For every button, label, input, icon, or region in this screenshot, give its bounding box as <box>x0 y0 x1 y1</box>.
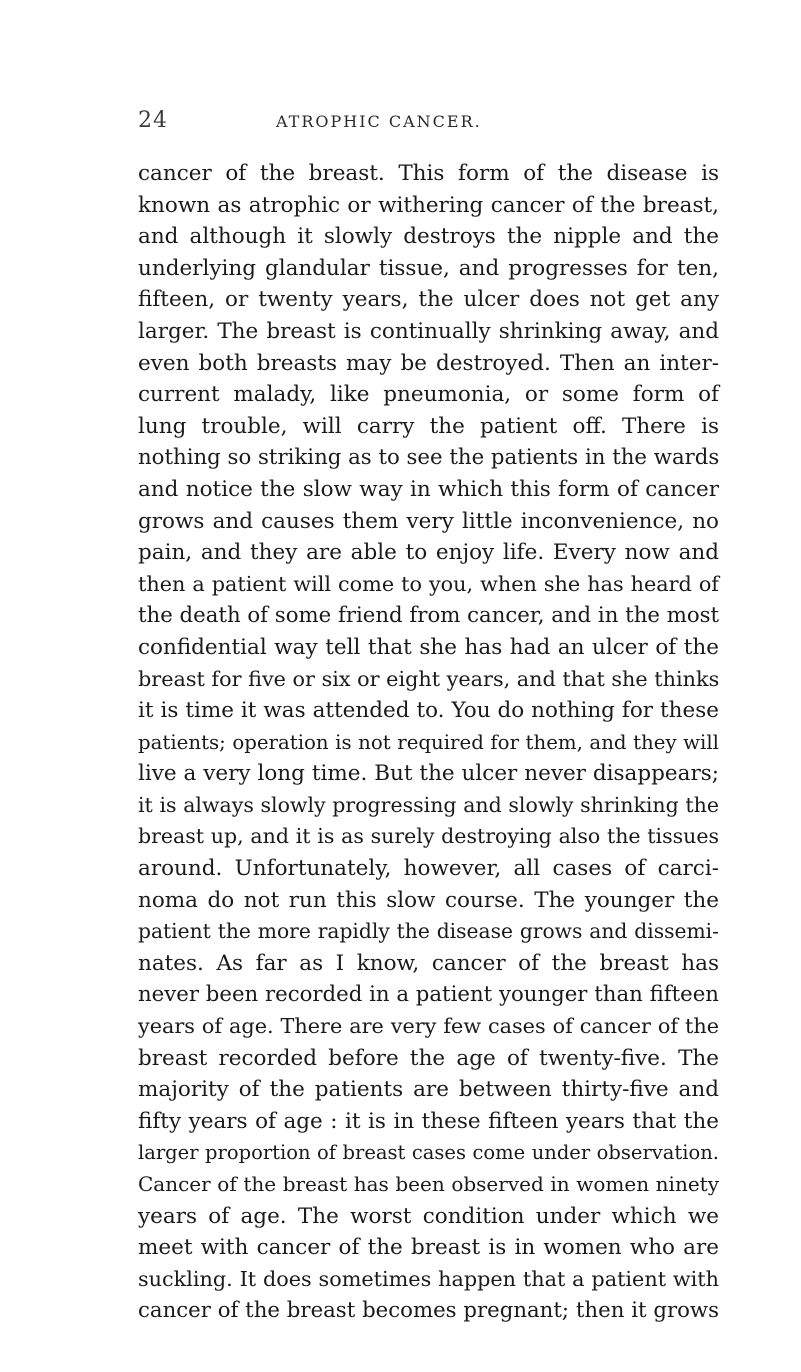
text-line: nothing so striking as to see the patients in the wards <box>138 445 720 471</box>
text-line: noma do not run this slow course. The younger the <box>138 887 719 913</box>
text-line: majority of the patients are between thirty-five and <box>138 1077 719 1103</box>
text-line: confidential way tell that she has had an ulcer of the <box>138 634 719 660</box>
text-line: patient the more rapidly the disease grows and dissemi- <box>138 919 719 944</box>
text-line: never been recorded in a patient younger than fifteen <box>138 982 719 1008</box>
text-line: lung trouble, will carry the patient off. There is <box>138 413 719 439</box>
text-line: the death of some friend from cancer, and in the most <box>138 603 720 629</box>
text-line: breast up, and it is as surely destroying also the tissues <box>138 824 719 849</box>
text-line: it is time it was attended to. You do nothing for these <box>138 698 719 724</box>
text-line: cancer of the breast. This form of the disease is <box>138 161 719 186</box>
page-number: 24 <box>138 108 168 133</box>
text-line: then a patient will come to you, when she has heard of <box>138 571 719 596</box>
text-line: Cancer of the breast has been observed in women ninety <box>138 1172 719 1196</box>
text-line: grows and causes them very little inconvenience, no <box>138 508 719 534</box>
text-line: patients; operation is not required for them, and they will <box>138 730 719 754</box>
text-line: around. Unfortunately, however, all cases of carci- <box>138 856 719 882</box>
text-line: larger. The breast is continually shrinking away, and <box>138 318 719 344</box>
text-line: pain, and they are able to enjoy life. Every now and <box>138 540 719 566</box>
text-line: breast for five or six or eight years, and that she thinks <box>138 666 720 691</box>
text-line: current malady, like pneumonia, or some form of <box>138 382 719 408</box>
text-line: it is always slowly progressing and slowly shrinking the <box>138 792 719 817</box>
text-line: and although it slowly destroys the nipple and the <box>138 224 719 250</box>
body-text <box>138 158 719 1327</box>
text-line: cancer of the breast becomes pregnant; then it grows <box>138 1298 719 1324</box>
text-line: live a very long time. But the ulcer never disappears; <box>138 761 719 787</box>
text-line: fifteen, or twenty years, the ulcer does not get any <box>138 287 719 313</box>
text-line: breast recorded before the age of twenty-five. The <box>138 1045 719 1071</box>
text-line: larger proportion of breast cases come under observation. <box>138 1141 719 1165</box>
text-line: years of age. The worst condition under which we <box>138 1203 719 1229</box>
text-line: years of age. There are very few cases of cancer of the <box>138 1014 719 1039</box>
running-head: ATROPHIC CANCER. <box>276 112 482 131</box>
text-line: even both breasts may be destroyed. Then an inter- <box>138 350 719 376</box>
page-header <box>138 108 718 138</box>
text-line: underlying glandular tissue, and progresses for ten, <box>138 255 719 281</box>
text-line: known as atrophic or withering cancer of the breast, <box>138 192 719 218</box>
text-line: fifty years of age : it is in these fifteen years that the <box>138 1108 719 1134</box>
text-line: and notice the slow way in which this form of cancer <box>138 476 719 502</box>
text-line: nates. As far as I know, cancer of the breast has <box>138 950 719 976</box>
text-line: suckling. It does sometimes happen that a patient with <box>138 1266 719 1291</box>
text-line: meet with cancer of the breast is in women who are <box>138 1235 719 1261</box>
